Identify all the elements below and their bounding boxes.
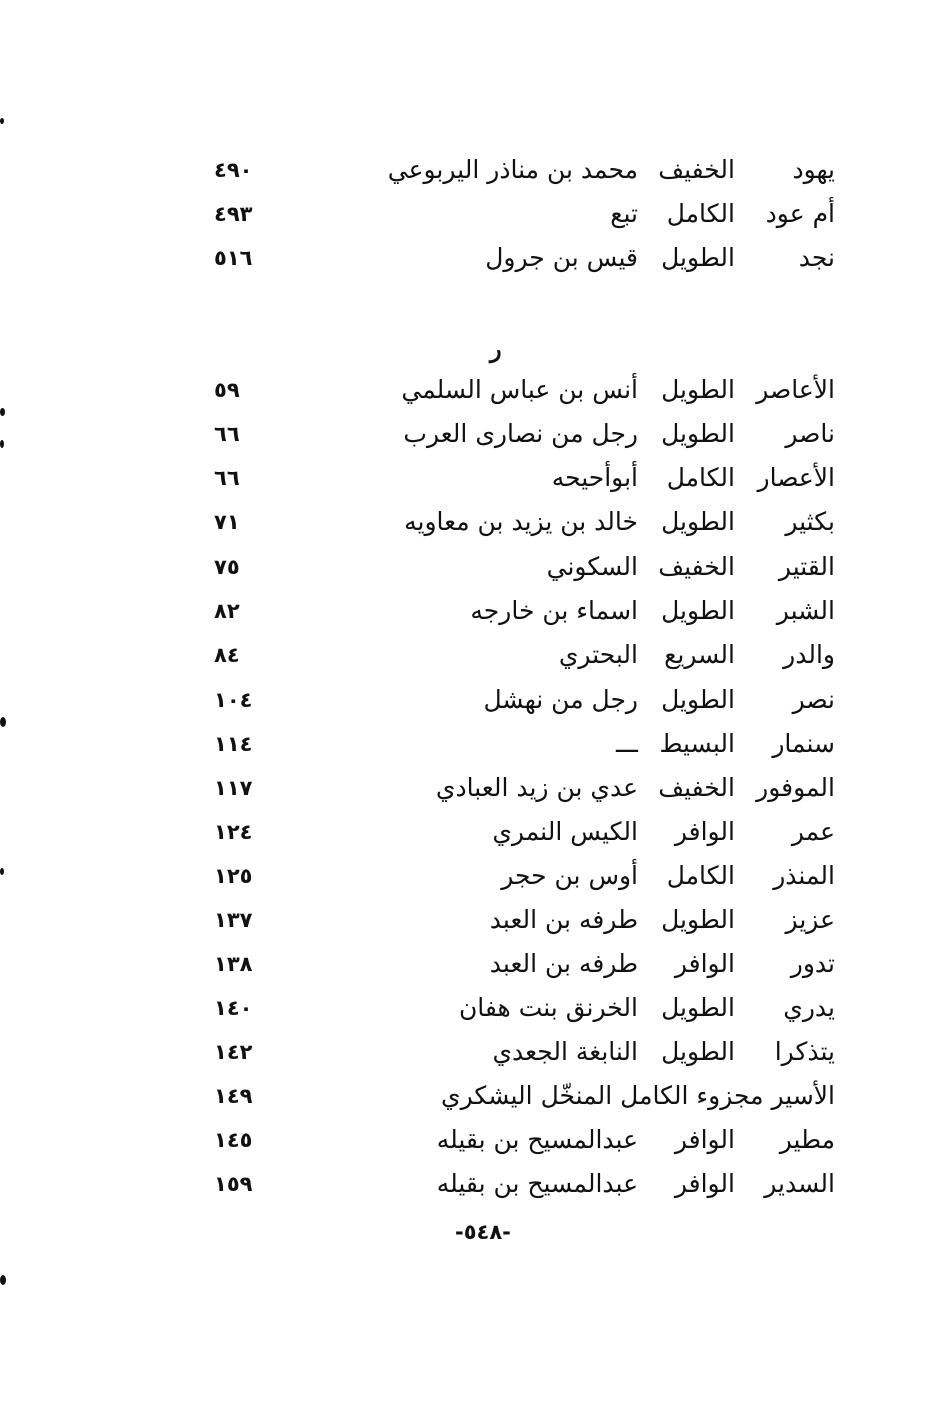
rhyme-word: أم عود [765, 199, 835, 228]
index-row [0, 986, 940, 1030]
meter-name: الطويل [661, 375, 735, 404]
poet-name: تبع [610, 199, 638, 228]
poet-name: قيس بن جرول [485, 243, 638, 272]
rhyme-word: الشبر [776, 596, 835, 625]
page-number: ٨٤ [214, 643, 240, 667]
page-number: ٤٩٠ [214, 158, 253, 182]
rhyme-word: سنمار [772, 729, 835, 758]
rhyme-word: يدري [783, 993, 835, 1022]
page-number: ١٢٤ [214, 820, 253, 844]
rhyme-word: نصر [792, 685, 835, 714]
meter-name: الخفيف [658, 552, 735, 581]
meter-name: الوافر [674, 1125, 735, 1154]
page-number: ٦٦ [214, 422, 240, 446]
meter-name: الطويل [661, 419, 735, 448]
poet-name: رجل من نهشل [483, 685, 638, 714]
index-row [0, 236, 940, 280]
index-row [0, 545, 940, 589]
poet-name: طرفه بن العبد [489, 949, 638, 978]
rhyme-word: مطير [779, 1125, 835, 1154]
scan-mark [0, 717, 6, 727]
meter-name: الطويل [661, 596, 735, 625]
poet-name: ـــ [616, 729, 638, 758]
meter-name: الخفيف [658, 155, 735, 184]
rhyme-word: يهود [792, 155, 835, 184]
page-number: ١٥٩ [214, 1172, 253, 1196]
poet-name: طرفه بن العبد [489, 905, 638, 934]
rhyme-word: القتير [778, 552, 835, 581]
page-number: ١٣٨ [214, 952, 253, 976]
poet-name: السكوني [546, 552, 638, 581]
rhyme-word: الأعصار [757, 463, 835, 492]
poet-name: البحتري [558, 640, 638, 669]
meter-name: الكامل [666, 199, 735, 228]
rhyme-word: المنذر [773, 861, 835, 890]
section-letter: ر [490, 334, 502, 363]
meter-name: الكامل [666, 861, 735, 890]
index-row [0, 1162, 940, 1206]
scan-mark [0, 868, 4, 875]
index-row [0, 766, 940, 810]
meter-name: السريع [664, 640, 735, 669]
index-row [0, 1118, 940, 1162]
scan-mark [0, 408, 5, 416]
poet-name: عبدالمسيح بن بقيله [436, 1125, 638, 1154]
scan-mark [0, 440, 4, 448]
meter-name: الوافر [674, 949, 735, 978]
page-footer-number: -٥٤٨- [455, 1220, 511, 1244]
index-row [0, 456, 940, 500]
page-number: ١٤٢ [214, 1040, 253, 1064]
index-row [0, 412, 940, 456]
page-number: ٤٩٣ [214, 202, 253, 226]
meter-name: الطويل [661, 685, 735, 714]
poet-name: أنس بن عباس السلمي [401, 375, 638, 404]
page-number: ١١٧ [214, 776, 253, 800]
index-row [0, 633, 940, 677]
index-row [0, 854, 940, 898]
index-row-special [0, 1074, 940, 1118]
poet-name: أوس بن حجر [501, 861, 638, 890]
scan-mark [0, 1275, 6, 1285]
index-row [0, 678, 940, 722]
poet-name: النابغة الجعدي [492, 1037, 638, 1066]
page-number: ٧١ [214, 510, 240, 534]
meter-name: الطويل [661, 243, 735, 272]
index-row [0, 192, 940, 236]
index-row [0, 810, 940, 854]
rhyme-word: تدور [790, 949, 835, 978]
page-number: ١٤٥ [214, 1128, 253, 1152]
page-number: ٧٥ [214, 555, 240, 579]
meter-name: الخفيف [658, 773, 735, 802]
page-number: ٥٩ [214, 378, 240, 402]
rhyme-word: عزيز [785, 905, 835, 934]
index-row [0, 942, 940, 986]
poet-name: أبوأحيحه [551, 463, 638, 492]
index-row [0, 589, 940, 633]
index-row [0, 898, 940, 942]
rhyme-word: نجد [798, 243, 835, 272]
index-row [0, 722, 940, 766]
poet-name: اسماء بن خارجه [470, 596, 638, 625]
rhyme-word: الأعاصر [756, 375, 835, 404]
meter-name: الكامل [666, 463, 735, 492]
rhyme-word: ناصر [785, 419, 835, 448]
poet-name: رجل من نصارى العرب [403, 419, 638, 448]
poet-name: عدي بن زيد العبادي [435, 773, 638, 802]
meter-name: الطويل [661, 993, 735, 1022]
poet-name: محمد بن مناذر اليربوعي [387, 155, 638, 184]
index-row [0, 500, 940, 544]
page-number: ١٤٠ [214, 996, 253, 1020]
rhyme-word: والدر [783, 640, 835, 669]
poet-name: الكيس النمري [492, 817, 638, 846]
index-row [0, 1030, 940, 1074]
rhyme-word: عمر [791, 817, 835, 846]
page-number: ١٢٥ [214, 864, 253, 888]
index-row [0, 368, 940, 412]
meter-name: الوافر [674, 817, 735, 846]
meter-name: الطويل [661, 1037, 735, 1066]
special-entry-text: الأسير مجزوء الكامل المنخّل اليشكري [441, 1081, 835, 1110]
page-number: ١٤٩ [214, 1084, 253, 1108]
index-row [0, 148, 940, 192]
page-number: ٦٦ [214, 466, 240, 490]
page-number: ١٣٧ [214, 908, 253, 932]
rhyme-word: يتذكرا [774, 1037, 835, 1066]
scan-mark [0, 118, 4, 124]
rhyme-word: السدير [764, 1169, 835, 1198]
page-number: ١١٤ [214, 732, 253, 756]
page-number: ٥١٦ [214, 246, 253, 270]
poet-name: عبدالمسيح بن بقيله [436, 1169, 638, 1198]
rhyme-word: بكثير [785, 507, 835, 536]
meter-name: الطويل [661, 507, 735, 536]
meter-name: الوافر [674, 1169, 735, 1198]
meter-name: البسيط [659, 729, 735, 758]
rhyme-word: الموفور [756, 773, 835, 802]
poet-name: خالد بن يزيد بن معاويه [404, 507, 638, 536]
page-number: ٨٢ [214, 599, 240, 623]
poet-name: الخرنق بنت هفان [458, 993, 638, 1022]
page-number: ١٠٤ [214, 688, 253, 712]
meter-name: الطويل [661, 905, 735, 934]
